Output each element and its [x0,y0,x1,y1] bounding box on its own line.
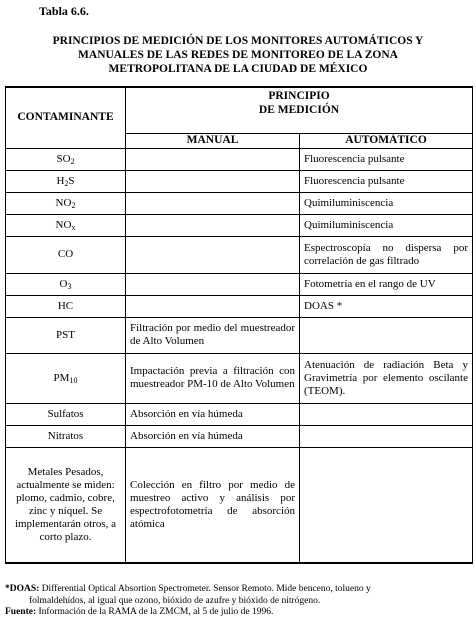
manual-cell: Absorción en vía húmeda [126,403,300,425]
pollutant-cell: $H_2S$ [6,170,126,192]
pollutant-cell: CO [6,236,126,273]
table-row [6,170,473,192]
measurement-principles-table [5,86,473,564]
title-line-1: PRINCIPIOS DE MEDICIÓN DE LOS MONITORES AUTOMÁTICOS Y [52,35,424,47]
table-row [6,447,473,563]
header-principio-line-1: PRINCIPIO [268,90,330,102]
pollutant-cell: HC [6,295,126,317]
table-footnotes [5,584,470,619]
doas-label: *DOAS: [5,584,40,594]
pollutant-cell: PST [6,317,126,353]
source-text: Información de la RAMA de la ZMCM, al 5 de julio de 1996. [38,607,274,617]
table-row [6,273,473,295]
pollutant-cell: Metales Pesados, actualmente se miden: plomo, cadmio, cobre, zinc y níquel. Se implementarán otros, a corto plazo. [6,447,126,563]
pollutant-cell: $NO_2$ [6,192,126,214]
manual-cell [126,214,300,236]
table-row [6,214,473,236]
table-row [6,403,473,425]
manual-cell: Impactación previa a filtración con muestreador PM-10 de Alto Volumen [126,353,300,403]
pollutant-cell: $O_3$ [6,273,126,295]
table-title [6,34,470,76]
manual-cell: Colección en filtro por medio de muestreo activo y análisis por espectrofotometría de absorción atómica [126,447,300,563]
automatic-cell: Atenuación de radiación Beta y Gravimetría por elemento oscilante (TEOM). [300,353,473,403]
source-label: Fuente: [5,607,37,617]
manual-cell [126,236,300,273]
source-footnote [5,607,470,619]
automatic-cell [300,403,473,425]
automatic-cell: Quimiluminiscencia [300,192,473,214]
pollutant-cell: $SO_2$ [6,148,126,170]
manual-cell [126,170,300,192]
header-principio [126,87,473,133]
automatic-cell [300,317,473,353]
table-row [6,148,473,170]
title-line-3: METROPOLITANA DE LA CIUDAD DE MÉXICO [108,63,368,75]
automatic-cell: Fluorescencia pulsante [300,170,473,192]
table-row [6,295,473,317]
automatic-cell [300,425,473,447]
manual-cell: Absorción en vía húmeda [126,425,300,447]
automatic-cell: DOAS * [300,295,473,317]
header-contaminante: CONTAMINANTE [6,87,126,148]
automatic-cell: Fotometría en el rango de UV [300,273,473,295]
pollutant-cell: $NO_x$ [6,214,126,236]
table-number: Tabla 6.6. [39,4,89,18]
manual-cell [126,273,300,295]
header-automatico: AUTOMÁTICO [300,133,473,148]
automatic-cell: Quimiluminiscencia [300,214,473,236]
doas-line-2: folmaldehídos, al igual que ozono, bióxido de azufre y bióxido de nitrógeno. [29,595,321,606]
pollutant-cell: Sulfatos [6,403,126,425]
manual-cell [126,192,300,214]
automatic-cell: Fluorescencia pulsante [300,148,473,170]
manual-cell [126,295,300,317]
pollutant-cell: Nitratos [6,425,126,447]
header-manual: MANUAL [126,133,300,148]
manual-cell: Filtración por medio del muestreador de Alto Volumen [126,317,300,353]
manual-cell [126,148,300,170]
title-line-2: MANUALES DE LAS REDES DE MONITOREO DE LA ZONA [78,49,398,61]
pollutant-cell: $PM_{10}$ [6,353,126,403]
table-row [6,192,473,214]
doas-footnote [5,584,470,596]
table-row [6,353,473,403]
table-row [6,425,473,447]
automatic-cell [300,447,473,563]
doas-line-1: Differential Optical Absortion Spectrometer. Sensor Remoto. Mide benceno, tolueno y [41,584,371,594]
header-principio-line-2: DE MEDICIÓN [258,104,340,116]
table-row [6,236,473,273]
table-row [6,317,473,353]
automatic-cell: Espectroscopía no dispersa por correlación de gas filtrado [300,236,473,273]
